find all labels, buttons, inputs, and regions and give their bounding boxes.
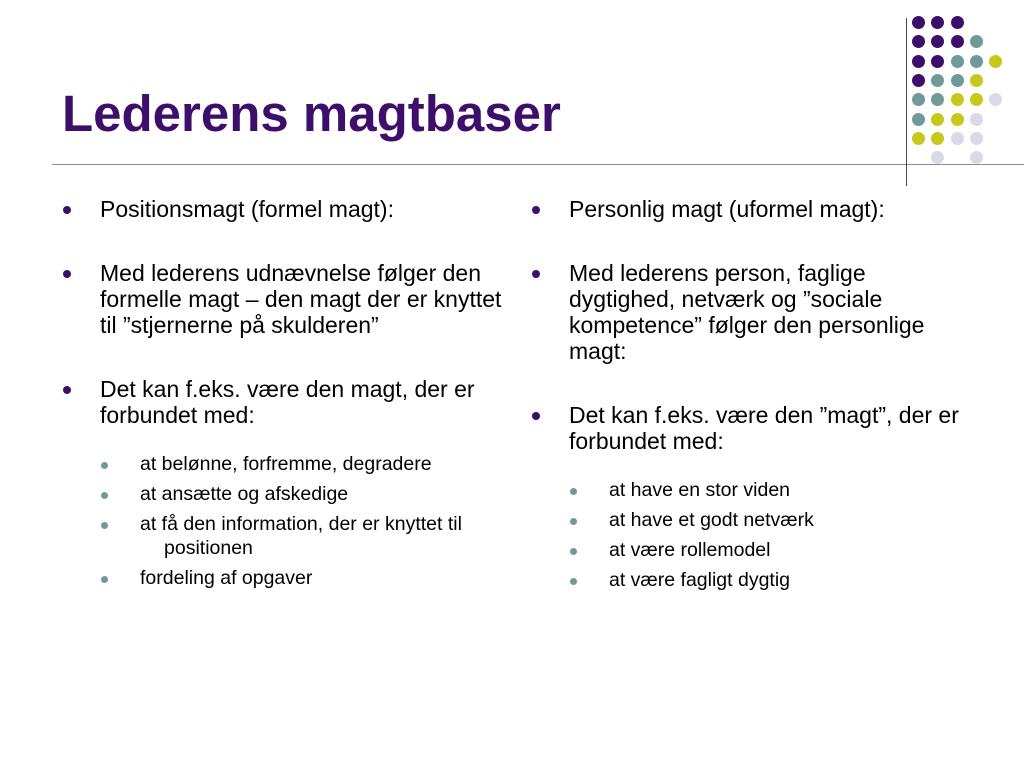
decorative-dot-icon bbox=[912, 16, 925, 29]
bullet-dot-icon bbox=[532, 270, 540, 278]
decorative-dot-icon bbox=[951, 55, 964, 68]
right-sub-item-text: at være rollemodel bbox=[609, 539, 771, 561]
decorative-dot-icon bbox=[931, 16, 944, 29]
left-heading-bullet bbox=[62, 196, 502, 222]
left-sub-item bbox=[62, 482, 502, 506]
left-point-1-text: Med lederens udnævnelse følger den formelle magt – den magt der er knyttet til ”stjernerne på skulderen” bbox=[100, 260, 502, 338]
decorative-dot-icon bbox=[912, 132, 925, 145]
decorative-dot-icon bbox=[931, 132, 944, 145]
sub-bullet-dot-icon bbox=[101, 492, 108, 499]
sub-bullet-dot-icon bbox=[570, 518, 577, 525]
right-sublist-container bbox=[531, 478, 971, 592]
decorative-dot-icon bbox=[912, 74, 925, 87]
decorative-dot-icon bbox=[951, 35, 964, 48]
left-sub-item-text: at belønne, forfremme, degradere bbox=[140, 453, 432, 475]
right-point-1-text: Med lederens person, faglige dygtighed, netværk og ”sociale kompetence” følger den personlige magt: bbox=[569, 260, 925, 364]
left-sublist bbox=[62, 452, 502, 590]
right-sub-item-text: at have et godt netværk bbox=[609, 509, 814, 531]
left-heading: Positionsmagt (formel magt): bbox=[100, 196, 394, 222]
decorative-dot-icon bbox=[970, 151, 983, 164]
decorative-dot-icon bbox=[970, 93, 983, 106]
sub-bullet-dot-icon bbox=[101, 462, 108, 469]
sub-bullet-dot-icon bbox=[101, 522, 108, 529]
bullet-dot-icon bbox=[63, 270, 71, 278]
right-sub-item bbox=[531, 538, 971, 562]
right-sub-item-text: at have en stor viden bbox=[609, 479, 791, 501]
left-sub-item-text: at få den information, der er knyttet til positionen bbox=[140, 513, 462, 559]
bullet-dot-icon bbox=[63, 206, 71, 214]
decorative-dot-grid bbox=[0, 0, 1024, 200]
decorative-dot-icon bbox=[970, 74, 983, 87]
right-heading: Personlig magt (uformel magt): bbox=[569, 196, 885, 222]
decorative-dot-icon bbox=[931, 55, 944, 68]
left-column bbox=[62, 196, 502, 596]
sub-bullet-dot-icon bbox=[570, 488, 577, 495]
decorative-dot-icon bbox=[970, 55, 983, 68]
right-sub-item bbox=[531, 568, 971, 592]
decorative-dot-icon bbox=[931, 93, 944, 106]
decorative-dot-icon bbox=[912, 93, 925, 106]
left-point-2 bbox=[62, 376, 502, 428]
left-point-1 bbox=[62, 260, 502, 338]
left-point-2-text: Det kan f.eks. være den magt, der er forbundet med: bbox=[100, 376, 475, 428]
right-sublist bbox=[531, 478, 971, 592]
right-heading-bullet bbox=[531, 196, 971, 222]
decorative-dot-icon bbox=[951, 132, 964, 145]
right-point-1 bbox=[531, 260, 971, 364]
right-column bbox=[531, 196, 971, 598]
left-sub-item bbox=[62, 512, 502, 560]
decorative-dot-icon bbox=[970, 132, 983, 145]
right-point-2 bbox=[531, 402, 971, 454]
sub-bullet-dot-icon bbox=[570, 578, 577, 585]
left-sub-item bbox=[62, 566, 502, 590]
decorative-dot-icon bbox=[912, 35, 925, 48]
decorative-dot-icon bbox=[931, 74, 944, 87]
decorative-dot-icon bbox=[989, 55, 1002, 68]
decorative-dot-icon bbox=[989, 93, 1002, 106]
right-sub-item bbox=[531, 478, 971, 502]
decorative-dot-icon bbox=[951, 93, 964, 106]
decorative-dot-icon bbox=[970, 35, 983, 48]
decorative-dot-icon bbox=[951, 16, 964, 29]
decorative-dot-icon bbox=[912, 55, 925, 68]
decorative-dot-icon bbox=[931, 35, 944, 48]
decorative-dot-icon bbox=[912, 113, 925, 126]
slide-title: Lederens magtbaser bbox=[62, 85, 561, 142]
left-sub-item-text: fordeling af opgaver bbox=[140, 567, 313, 589]
decorative-dot-icon bbox=[970, 113, 983, 126]
left-sublist-container bbox=[62, 452, 502, 590]
sub-bullet-dot-icon bbox=[101, 576, 108, 583]
bullet-dot-icon bbox=[532, 206, 540, 214]
left-sub-item-text: at ansætte og afskedige bbox=[140, 483, 349, 505]
decorative-dot-icon bbox=[951, 74, 964, 87]
left-sub-item bbox=[62, 452, 502, 476]
bullet-dot-icon bbox=[63, 386, 71, 394]
decorative-dot-icon bbox=[931, 151, 944, 164]
right-sub-item bbox=[531, 508, 971, 532]
right-sub-item-text: at være fagligt dygtig bbox=[609, 569, 791, 591]
bullet-dot-icon bbox=[532, 412, 540, 420]
sub-bullet-dot-icon bbox=[570, 548, 577, 555]
decorative-dot-icon bbox=[931, 113, 944, 126]
decorative-dot-icon bbox=[951, 113, 964, 126]
right-point-2-text: Det kan f.eks. være den ”magt”, der er forbundet med: bbox=[569, 402, 959, 454]
